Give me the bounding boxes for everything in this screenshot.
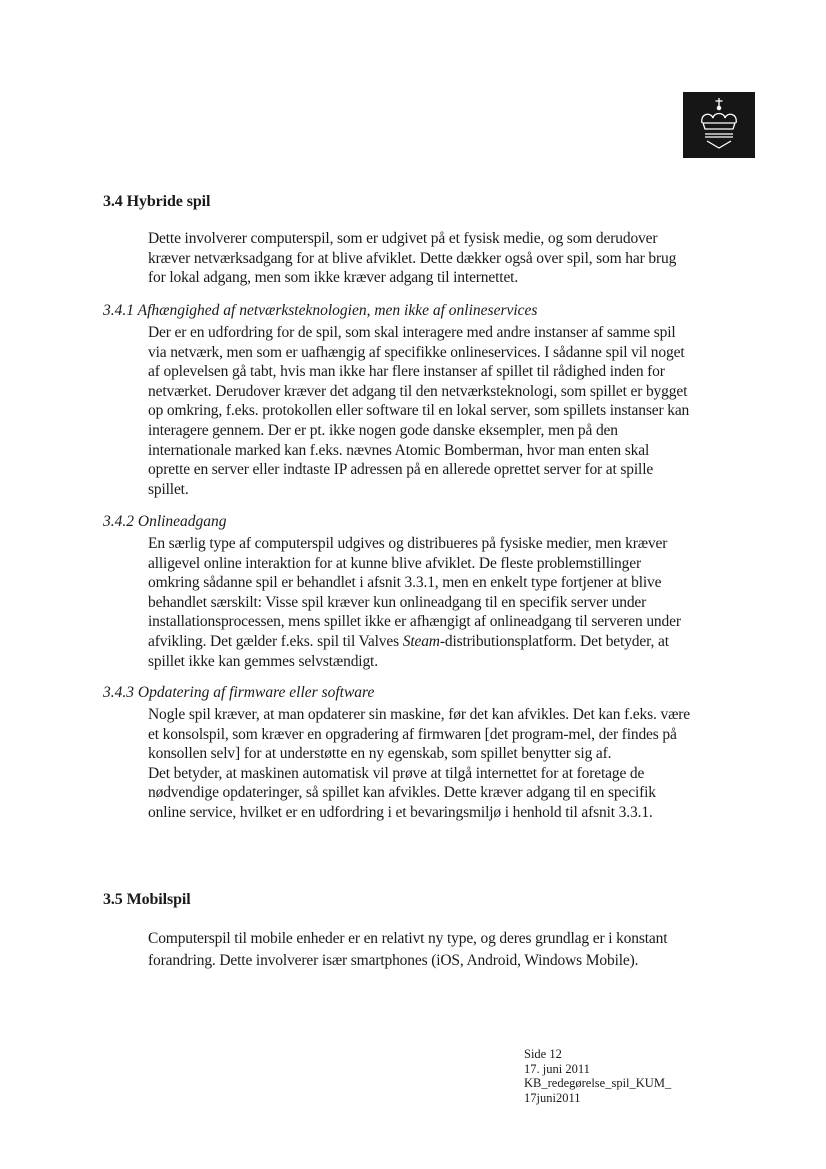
section-heading-3-4: 3.4 Hybride spil (103, 193, 211, 210)
section-heading-3-5: 3.5 Mobilspil (103, 891, 191, 908)
crown-icon (683, 92, 755, 158)
page-footer (524, 1047, 671, 1105)
document-id-line-1: KB_redegørelse_spil_KUM_ (524, 1076, 672, 1090)
italic-term: Steam (402, 632, 440, 650)
section-heading-3-4-1: 3.4.1 Afhængighed af netværksteknologien, men ikke af onlineservices (103, 302, 538, 319)
text-run: -distributionsplatform. Det betyder, at spillet ikke kan gemmes selvstændigt. (148, 632, 669, 670)
royal-crown-emblem (683, 92, 755, 158)
page-number: Side 12 (524, 1047, 562, 1061)
section-body-3-4-1 (148, 323, 693, 499)
footer-date: 17. juni 2011 (524, 1061, 590, 1076)
section-body-3-4-3 (148, 705, 693, 823)
document-id-line-2: 17juni2011 (524, 1090, 581, 1105)
section-heading-3-4-2: 3.4.2 Onlineadgang (103, 513, 227, 530)
section-body-3-4 (148, 229, 693, 288)
paragraph: Det betyder, at maskinen automatisk vil prøve at tilgå internettet for at foretage de nødvendige opdateringer, så spillet kan afvikles. Dette kræver adgang til en specifik online service, hvilket er en udfordring i et bevaringsmiljø i henhold til afsnit 3.3.1. (148, 764, 656, 821)
section-body-3-4-2 (148, 534, 693, 671)
paragraph: Der er en udfordring for de spil, som skal interagere med andre instanser af samme spil via netværk, men som er uafhængig af specifikke onlineservices. I sådanne spil vil noget af oplevelsen gå tabt, hvis man ikke har flere instanser af spillet til rådighed inden for netværket. Derudover kræver det adgang til den netværksteknologi, som spillet er bygget op omkring, f.eks. protokollen eller software til en lokal server, som spillets instanser kan interagere gennem. Der er pt. ikke nogen gode danske eksempler, men på den internationale marked kan f.eks. nævnes Atomic Bomberman, hvor man enten skal oprette en server eller indtaste IP adressen på en allerede oprettet server for at spille spillet. (148, 324, 690, 498)
section-heading-3-4-3: 3.4.3 Opdatering af firmware eller software (103, 684, 375, 701)
paragraph (148, 534, 693, 671)
paragraph: Computerspil til mobile enheder er en relativt ny type, og deres grundlag er i konstant forandring. Dette involverer især smartphones (iOS, Android, Windows Mobile). (148, 930, 668, 969)
paragraph: Dette involverer computerspil, som er udgivet på et fysisk medie, og som derudover kræver netværksadgang for at blive afviklet. Dette dækker også over spil, som har brug for lokal adgang, men som ikke kræver adgang til internettet. (148, 230, 677, 287)
text-run: En særlig type af computerspil udgives og distribueres på fysiske medier, men kræver alligevel online interaktion for at kunne blive afviklet. De fleste problemstillinger omkring sådanne spil er behandlet i afsnit 3.3.1, men en enkelt type fortjener at blive behandlet særskilt: Visse spil kræver kun onlineadgang til en specifik server under installationsprocessen, mens spillet ikke er afhængigt af onlineadgang til serveren under afvikling. Det gælder f.eks. spil til Valves (148, 535, 681, 650)
paragraph: Nogle spil kræver, at man opdaterer sin maskine, før det kan afvikles. Det kan f.eks. være et konsolspil, som kræver en opgradering af firmwaren [det program-mel, der findes på konsollen selv] for at understøtte en ny egenskab, som spillet benytter sig af. (148, 706, 690, 763)
section-body-3-5 (148, 928, 693, 971)
